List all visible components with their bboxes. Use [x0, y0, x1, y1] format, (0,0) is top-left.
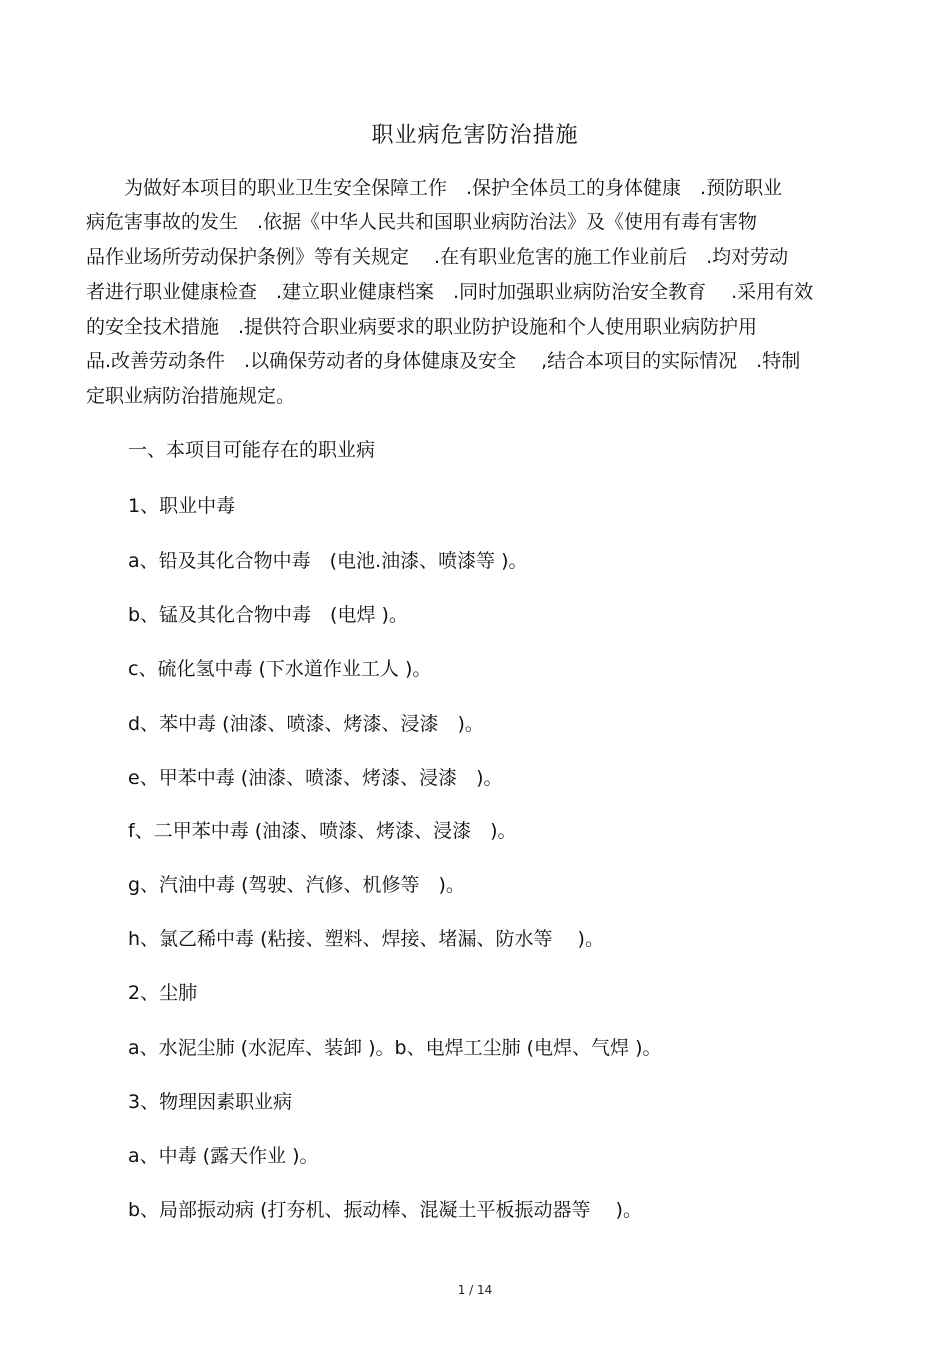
intro-line: 者进行职业健康检查 .建立职业健康档案 .同时加强职业病防治安全教育 .采用有效 — [86, 281, 814, 303]
list-item: b、局部振动病 (打夯机、振动棒、混凝土平板振动器等 )。 — [128, 1199, 642, 1221]
list-item: h、氯乙稀中毒 (粘接、塑料、焊接、堵漏、防水等 )。 — [128, 928, 604, 950]
list-item: d、苯中毒 (油漆、喷漆、烤漆、浸漆 )。 — [128, 713, 484, 735]
subsection-heading: 1、职业中毒 — [128, 495, 236, 517]
list-item: f、二甲苯中毒 (油漆、喷漆、烤漆、浸漆 )。 — [128, 820, 517, 842]
page-number: 1 / 14 — [457, 1283, 493, 1297]
list-item: b、锰及其化合物中毒 (电焊 )。 — [128, 604, 408, 626]
list-item: e、甲苯中毒 (油漆、喷漆、烤漆、浸漆 )。 — [128, 767, 503, 789]
list-item: c、硫化氢中毒 (下水道作业工人 )。 — [128, 658, 432, 680]
intro-line: 定职业病防治措施规定。 — [86, 385, 296, 407]
intro-line: 病危害事故的发生 .依据《中华人民共和国职业病防治法》及《使用有毒有害物 — [86, 211, 758, 233]
list-item: a、中毒 (露天作业 )。 — [128, 1145, 319, 1167]
section-heading: 一、本项目可能存在的职业病 — [128, 439, 376, 461]
list-item: a、铅及其化合物中毒 (电池.油漆、喷漆等 )。 — [128, 550, 528, 572]
subsection-heading: 3、物理因素职业病 — [128, 1091, 293, 1113]
intro-line: 品作业场所劳动保护条例》等有关规定 .在有职业危害的施工作业前后 .均对劳动 — [86, 246, 789, 268]
intro-line: 品.改善劳动条件 .以确保劳动者的身体健康及安全 ,结合本项目的实际情况 .特制 — [86, 350, 801, 372]
subsection-heading: 2、尘肺 — [128, 982, 198, 1004]
document-title: 职业病危害防治措施 — [371, 123, 579, 148]
intro-line: 为做好本项目的职业卫生安全保障工作 .保护全体员工的身体健康 .预防职业 — [86, 177, 783, 199]
list-item: g、汽油中毒 (驾驶、汽修、机修等 )。 — [128, 874, 465, 896]
list-item: a、水泥尘肺 (水泥库、装卸 )。b、电焊工尘肺 (电焊、气焊 )。 — [128, 1037, 662, 1059]
intro-line: 的安全技术措施 .提供符合职业病要求的职业防护设施和个人使用职业病防护用 — [86, 316, 758, 338]
